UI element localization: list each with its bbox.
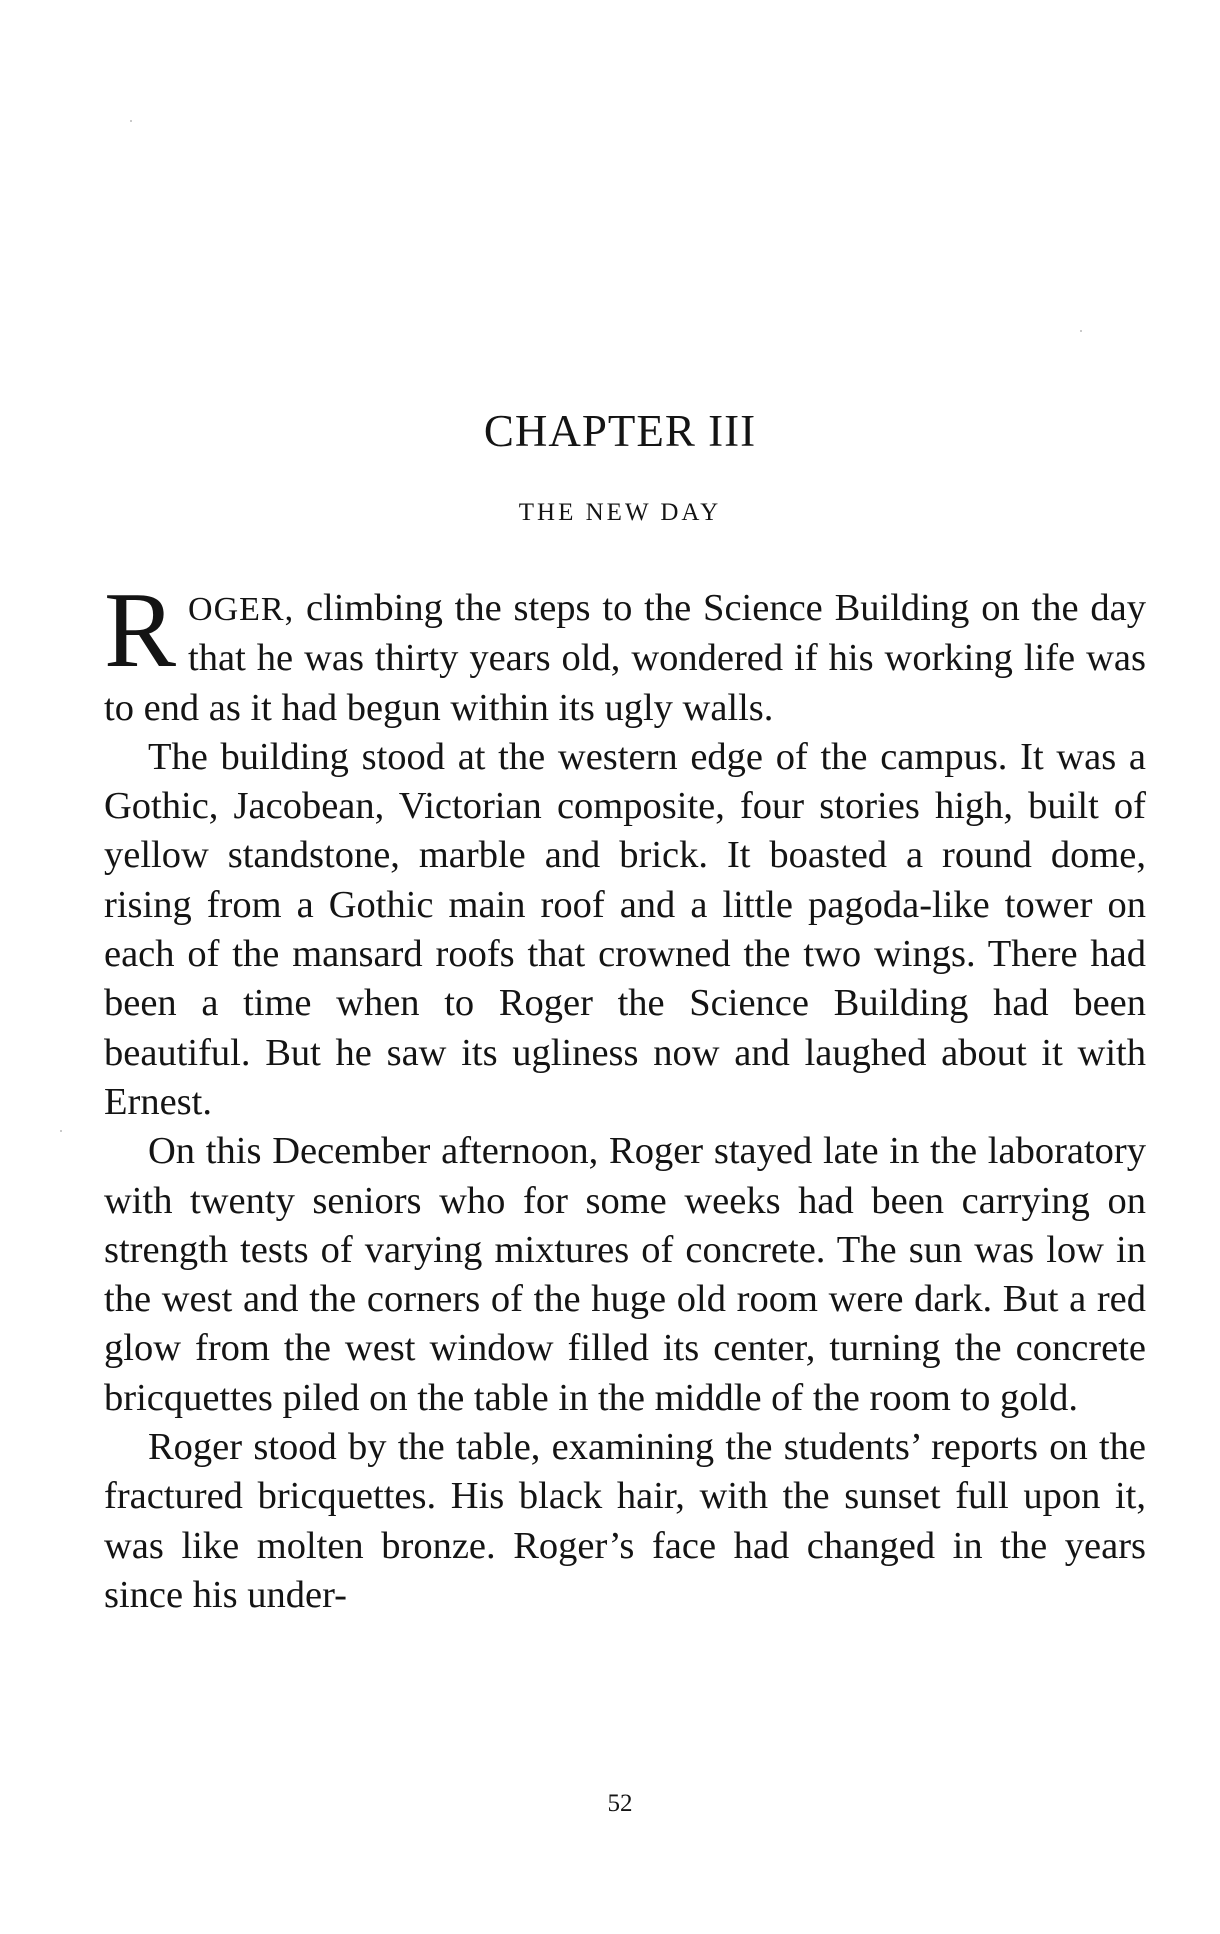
page-number: 52	[607, 1790, 633, 1817]
paragraph-1-text: climbing the steps to the Science Building on the day that he was thirty years old, wondered if his working life was to end as it had begun within its ugly walls.	[104, 587, 1146, 729]
drop-cap: R	[104, 571, 177, 690]
paragraph-4: Roger stood by the table, examining the students’ reports on the fractured bricquettes. His black hair, with the sunset full upon it, was like molten bronze. Roger’s face had changed in the years since his under-	[104, 1426, 1146, 1616]
chapter-body	[104, 571, 1146, 1620]
paper-speck	[130, 120, 132, 122]
chapter-title: CHAPTER III	[483, 406, 757, 456]
paper-speck	[1080, 330, 1082, 332]
paragraph-3: On this December afternoon, Roger stayed late in the laboratory with twenty seniors who for some weeks had been carrying on strength tests of varying mixtures of concrete. The sun was low in the west and the corners of the huge old room were dark. But a red glow from the west window filled its center, turning the concrete bricquettes piled on the table in the middle of the room to gold.	[104, 1130, 1146, 1419]
paragraph-1	[104, 571, 1146, 733]
paper-speck	[60, 1130, 62, 1132]
chapter-subtitle: THE NEW DAY	[518, 499, 722, 526]
opening-word: OGER,	[188, 591, 295, 628]
paragraph-2: The building stood at the western edge of the campus. It was a Gothic, Jacobean, Victorian composite, four stories high, built of yellow standstone, marble and brick. It boasted a round dome, rising from a Gothic main roof and a little pagoda-like tower on each of the mansard roofs that crowned the two wings. There had been a time when to Roger the Science Building had been beautiful. But he saw its ugliness now and laughed about it with Ernest.	[104, 735, 1146, 1123]
